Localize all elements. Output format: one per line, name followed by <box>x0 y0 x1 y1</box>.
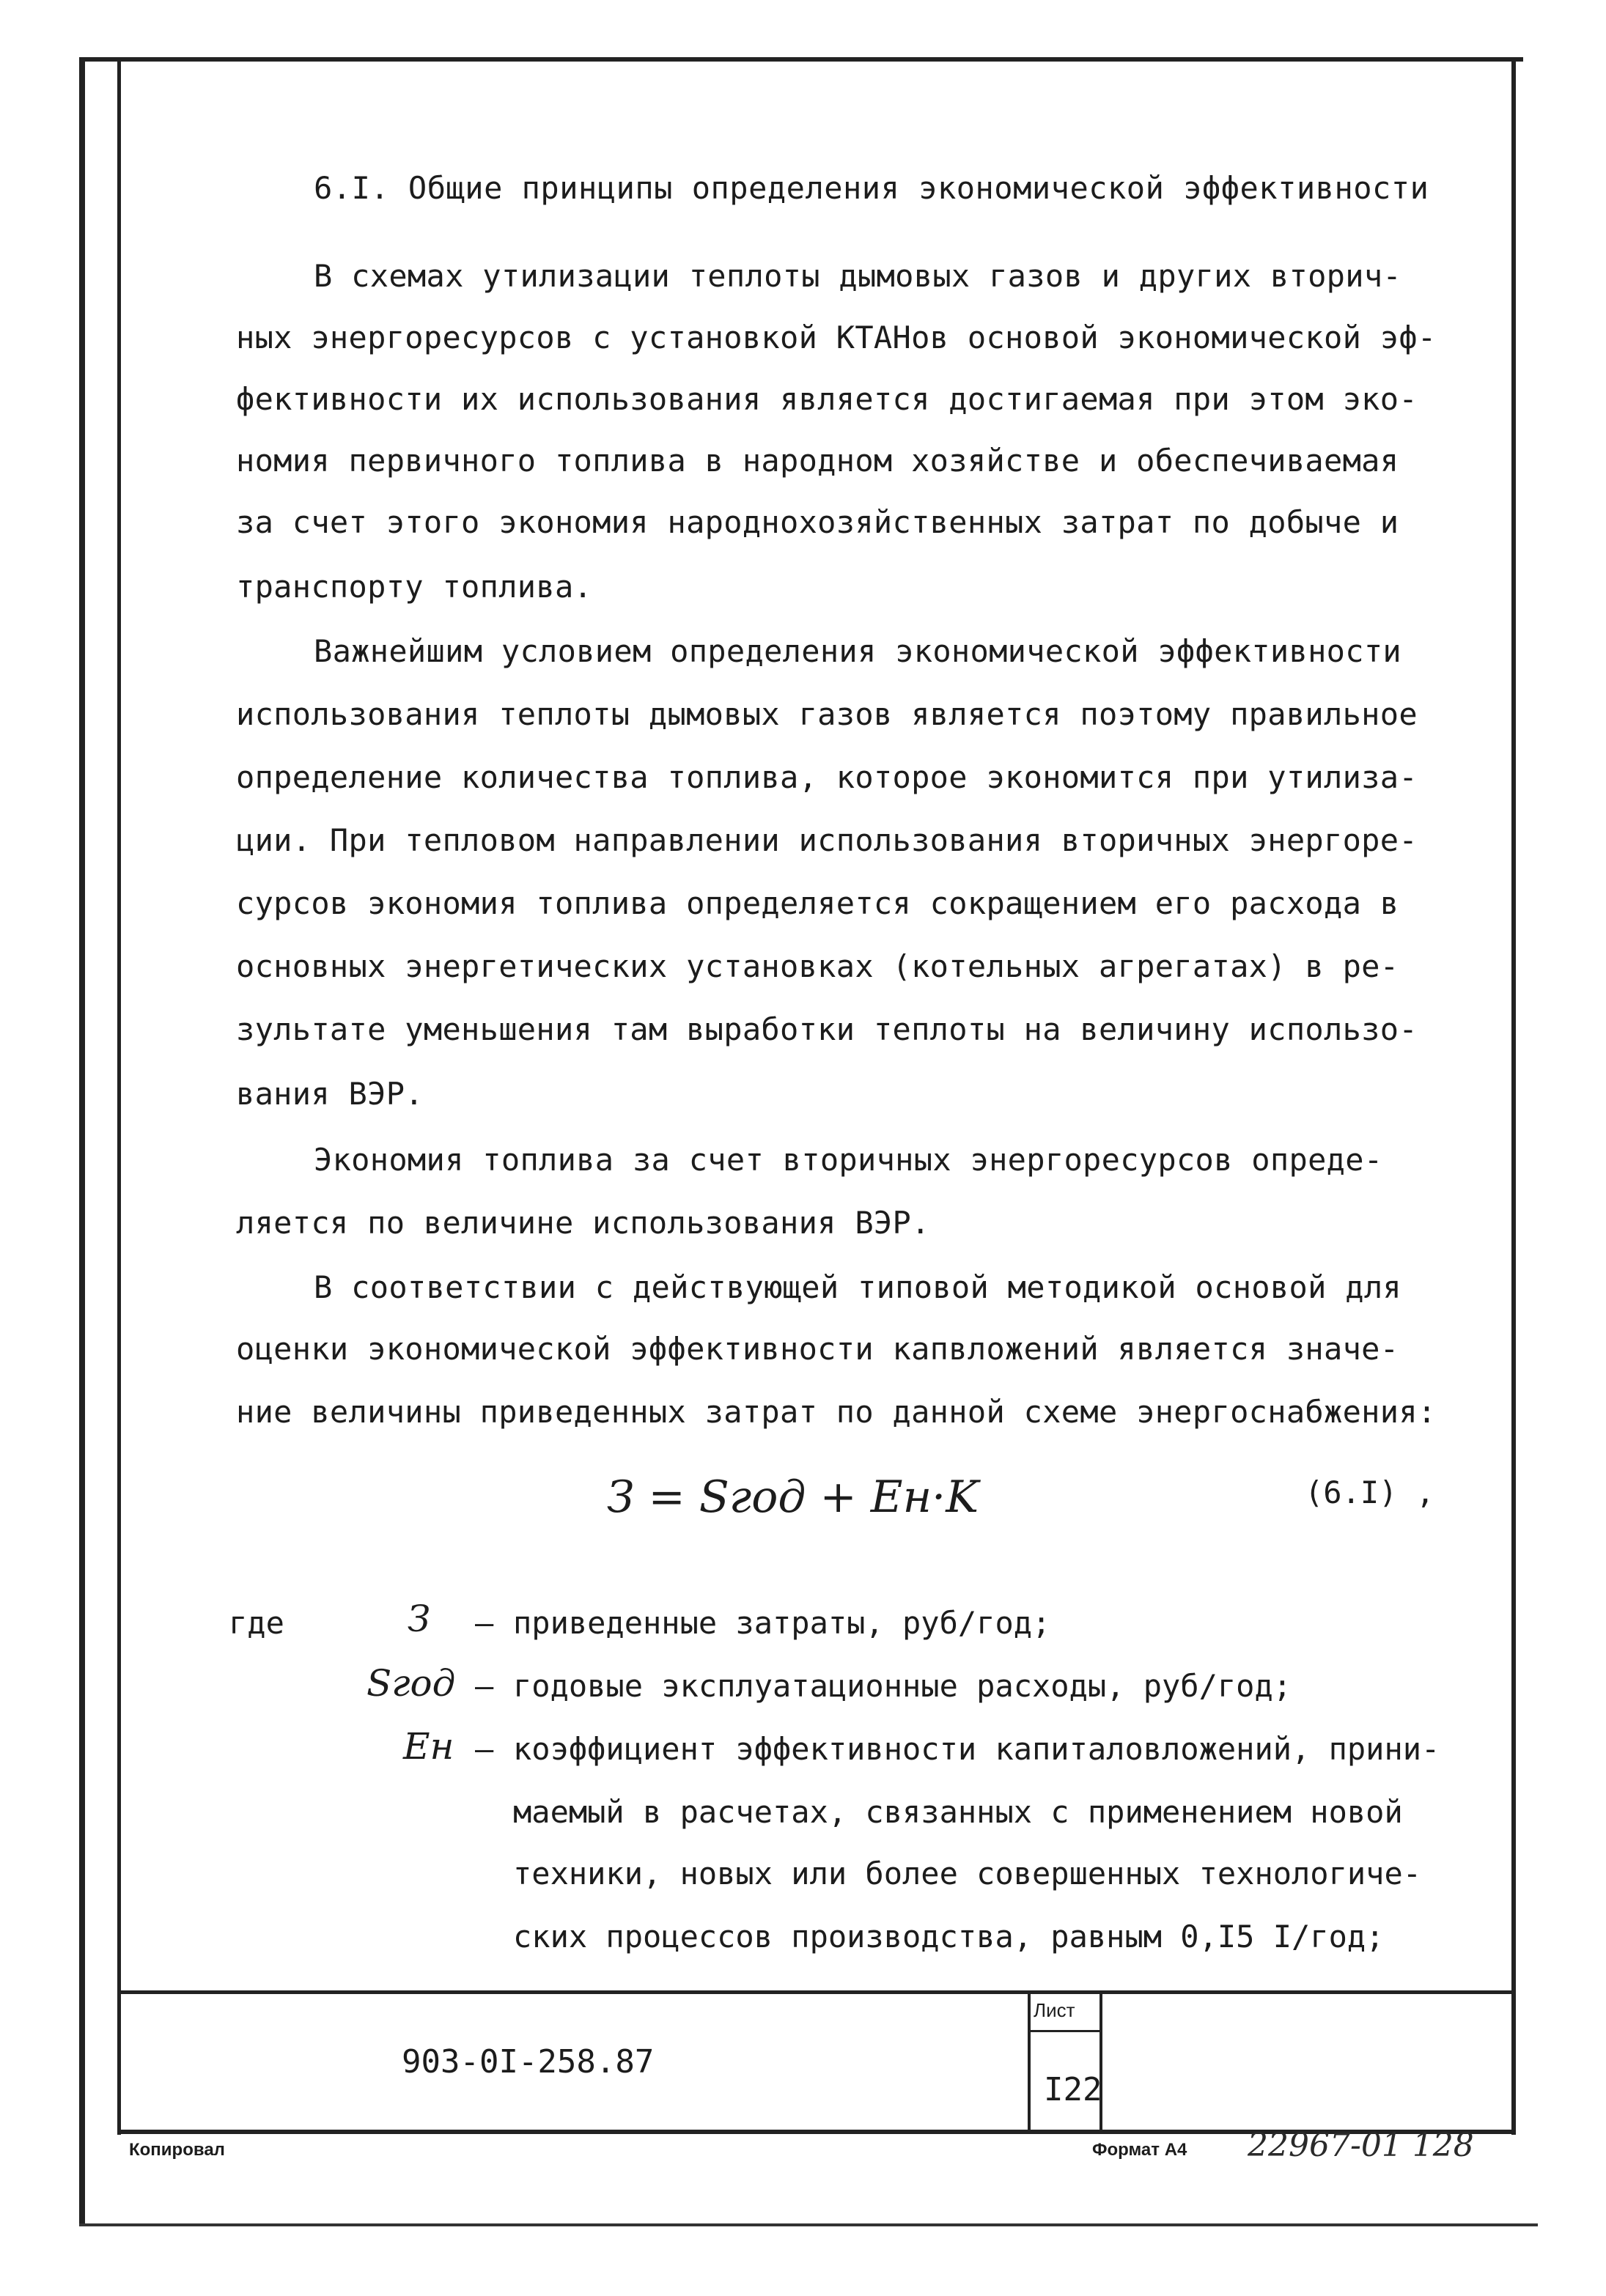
para3-line: ляется по величине использования ВЭР. <box>236 1205 930 1241</box>
para3-line: Экономия топлива за счет вторичных энергоресурсов опреде- <box>314 1142 1383 1178</box>
definition-text-line: коэффициент эффективности капиталовложений, прини- <box>513 1731 1440 1767</box>
definition-text: годовые эксплуатационные расходы, руб/год; <box>513 1668 1292 1704</box>
para2-line: ции. При тепловом направлении использования вторичных энергоре- <box>236 822 1418 858</box>
title-block-border <box>117 1990 1516 1994</box>
definition-dash: – <box>475 1668 494 1704</box>
para4-line: ние величины приведенных затрат по данной схеме энергоснабжения: <box>236 1394 1437 1430</box>
binding-margin-line <box>79 57 85 2226</box>
para4-line: оценки экономической эффективности капвложений является значе- <box>236 1331 1399 1367</box>
formula-number: (6.I) , <box>1305 1474 1435 1510</box>
para2-line: вания ВЭР. <box>236 1076 424 1112</box>
definition-dash: – <box>475 1605 494 1641</box>
para2-line: зультате уменьшения там выработки теплоты на величину использо- <box>236 1011 1418 1047</box>
format-label: Формат А4 <box>1092 2140 1187 2160</box>
frame-top-border <box>79 57 1523 62</box>
definition-text: приведенные затраты, руб/год; <box>513 1605 1051 1641</box>
para2-line: Важнейшим условием определения экономической эффективности <box>314 633 1401 669</box>
para1-line: фективности их использования является достигаемая при этом эко- <box>236 381 1418 417</box>
para2-line: использования теплоты дымовых газов является поэтому правильное <box>236 696 1418 732</box>
definition-symbol: Sгод <box>366 1662 456 1705</box>
definition-symbol: З <box>408 1598 431 1640</box>
document-code: 903-0I-258.87 <box>402 2043 655 2081</box>
title-block-divider <box>1028 2030 1102 2032</box>
para2-line: сурсов экономия топлива определяется сокращением его расхода в <box>236 885 1399 921</box>
section-heading: 6.I. Общие принципы определения экономической эффективности <box>314 170 1429 206</box>
frame-left-border <box>117 57 121 2135</box>
where-label: где <box>229 1605 284 1641</box>
para4-line: В соответствии с действующей типовой методикой основой для <box>314 1269 1401 1305</box>
copied-by-label: Копировал <box>129 2140 225 2160</box>
para2-line: основных энергетических установках (котельных агрегатах) в ре- <box>236 948 1399 984</box>
frame-right-border <box>1511 57 1516 2135</box>
para2-line: определение количества топлива, которое экономится при утилиза- <box>236 759 1418 795</box>
page-bottom-edge <box>79 2223 1538 2226</box>
para1-line: транспорту топлива. <box>236 569 593 605</box>
definition-text-line: маемый в расчетах, связанных с применением новой <box>513 1794 1403 1830</box>
definition-dash: – <box>475 1731 494 1767</box>
para1-line: за счет этого экономия народнохозяйственных затрат по добыче и <box>236 504 1399 540</box>
definition-text-line: техники, новых или более совершенных технологиче- <box>513 1856 1422 1891</box>
para1-line: ных энергоресурсов с установкой КТАНов основой экономической эф- <box>236 320 1437 355</box>
title-block-divider <box>1099 1990 1102 2133</box>
definition-symbol: Eн <box>403 1725 454 1768</box>
title-block-divider <box>1028 1990 1031 2133</box>
handwritten-inventory-number: 22967-01 128 <box>1248 2127 1474 2164</box>
para1-line: В схемах утилизации теплоты дымовых газов и других вторич- <box>314 258 1401 294</box>
para1-line: номия первичного топлива в народном хозяйстве и обеспечиваемая <box>236 443 1399 479</box>
sheet-number: I22 <box>1044 2071 1102 2108</box>
sheet-label: Лист <box>1034 1999 1075 2021</box>
formula-expression: З = Sгод + Eн·K <box>607 1472 979 1523</box>
definition-text-line: ских процессов производства, равным 0,I5 I/год; <box>513 1919 1385 1954</box>
